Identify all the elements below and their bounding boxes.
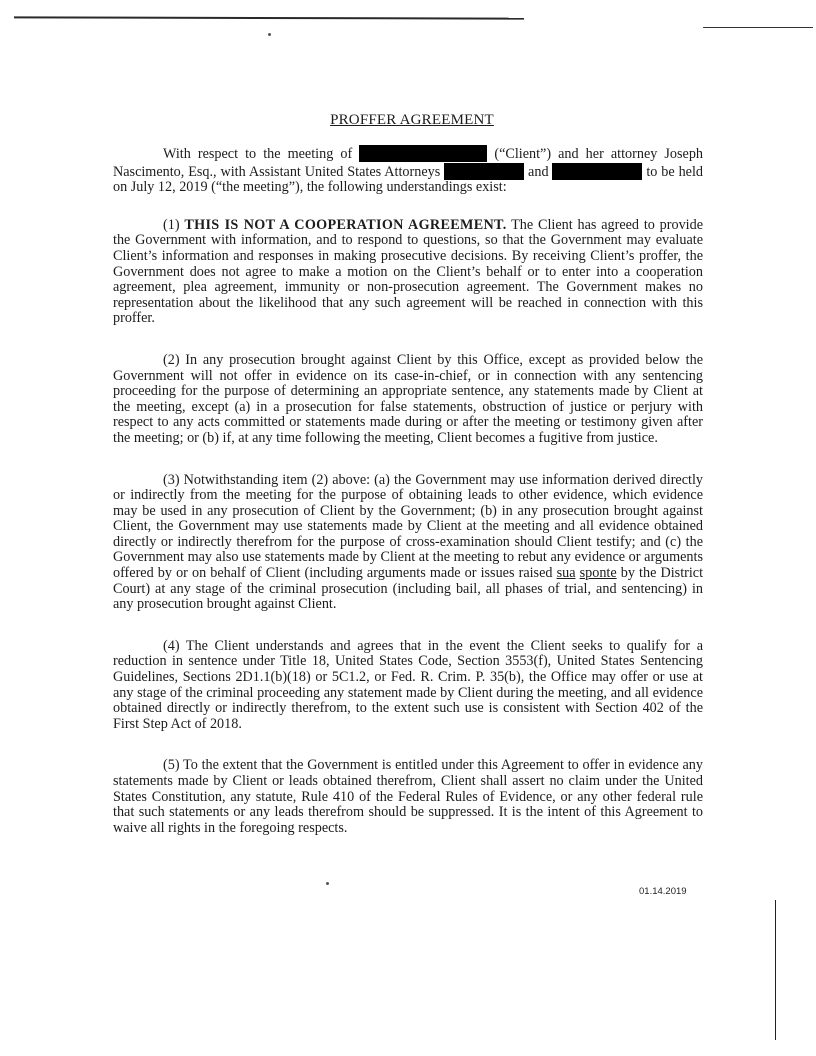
paragraph-3 <box>113 473 703 613</box>
paragraph-heading: THIS IS NOT A COOPERATION AGREEMENT. <box>184 216 507 233</box>
paragraph-5: (5) To the extent that the Government is entitled under this Agreement to offer in evidence any statements made by Client or leads obtained therefrom, Client shall assert no claim under the United States Constitution, any statute, Rule 410 of the Federal Rules of Evidence, or any other federal rule that such statements or any leads therefrom should be suppressed. It is the intent of this Agreement to waive all rights in the foregoing respects. <box>113 757 703 836</box>
scan-speck <box>326 882 329 885</box>
paragraph-text: (3) Notwithstanding item (2) above: (a) the Government may use information derived directly or indirectly from the meeting for the purpose of obtaining leads to other evidence, which evidence may be used in any prosecution of Client by the Government; (b) in any prosecution brought against Client, the Government may use statements made by Client at the meeting and all evidence obtained directly or indirectly therefrom for the purpose of cross-examination should Client testify; and (c) the Government may also use statements made by Client at the meeting to rebut any evidence or arguments offered by or on behalf of Client (including arguments made or issues raised <box>113 471 703 582</box>
redaction-bar <box>552 163 642 180</box>
paragraph-number: (1) <box>163 216 180 233</box>
paragraph-text: The Client has agreed to provide the Government with information, and to respond to questions, so that the Government may evaluate Client’s information and responses in making prosecutive decisions. By receiving Client’s proffer, the Government does not agree to make a motion on the Client’s behalf or to enter into a cooperation agreement, plea agreement, immunity or non-prosecution agreement. The Government makes no representation about the likelihood that any such agreement will be reached in connection with this proffer. <box>113 216 704 327</box>
scan-artifact-line <box>14 16 524 19</box>
document-title: PROFFER AGREEMENT <box>330 112 494 128</box>
paragraph-4: (4) The Client understands and agrees that in the event the Client seeks to qualify for a reduction in sentence under Title 18, United States Code, Section 3553(f), United States Sentencing Guidelines, Sections 2D1.1(b)(18) or 5C1.2, or Fed. R. Crim. P. 35(b), the Office may offer or use at any stage of the criminal proceeding any statement made by Client during the meeting, and all evidence obtained directly or indirectly therefrom, to the extent such use is consistent with Section 402 of the First Step Act of 2018. <box>113 637 703 732</box>
document-date-code: 01.14.2019 <box>639 886 687 897</box>
intro-paragraph <box>113 145 703 196</box>
intro-text: and <box>528 163 549 180</box>
scan-artifact-line <box>703 27 813 28</box>
latin-term: sponte <box>579 565 617 582</box>
intro-text: With respect to the meeting of <box>163 146 353 162</box>
latin-term: sua <box>556 565 576 582</box>
paragraph-2: (2) In any prosecution brought against Client by this Office, except as provided below the Government will not offer in evidence on its case-in-chief, or in connection with any sentencing proceeding for the purpose of determining an appropriate sentence, any statements made by Client at the meeting, except (a) in a prosecution for false statements, obstruction of justice or perjury with respect to any acts committed or statements made during or after the meeting or testimony given after the meeting; or (b) if, at any time following the meeting, Client becomes a fugitive from justice. <box>113 351 703 446</box>
paragraph-text: by the District Court) at any stage of the criminal prosecution (including bail, all phases of trial, and sentencing) in any prosecution brought against Client. <box>113 565 704 613</box>
document-page <box>113 100 703 862</box>
scan-speck <box>268 33 271 36</box>
intro-text: (“Client”) and her attorney Joseph Nascimento, Esq., with Assistant United States Attorneys <box>113 146 704 180</box>
scan-artifact-line <box>775 900 776 1040</box>
paragraph-1 <box>113 218 703 327</box>
intro-text: to be held on July 12, 2019 (“the meeting”), the following understandings exist: <box>113 163 704 196</box>
redaction-bar <box>444 163 524 180</box>
redaction-bar <box>359 145 487 162</box>
